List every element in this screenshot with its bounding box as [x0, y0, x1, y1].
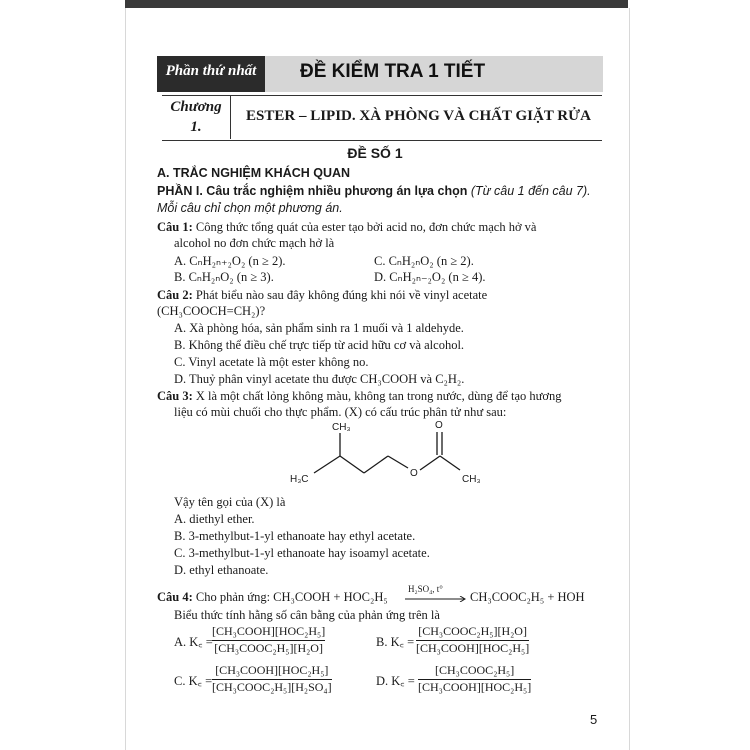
q4-text1: Cho phản ứng: CH₃COOH + HOC₂H₅ — [195, 590, 388, 604]
section-a-heading: A. TRẮC NGHIỆM KHÁCH QUAN — [157, 166, 351, 180]
q3-option-d: D. ethyl ethanoate. — [174, 563, 269, 577]
q3-option-a: A. diethyl ether. — [174, 512, 255, 526]
q2-line1 — [157, 288, 487, 303]
q3-label: Câu 3: — [157, 389, 193, 403]
top-edge-bar — [125, 0, 628, 8]
bond-4 — [388, 456, 408, 468]
bond-1 — [314, 456, 340, 473]
chapter-title: ESTER – LIPID. XÀ PHÒNG VÀ CHẤT GIẶT RỬA — [246, 108, 591, 124]
q1-text1: Công thức tổng quát của ester tạo bởi acid no, đơn chức mạch hở và — [195, 220, 537, 234]
q4-b-denominator: [CH₃COOH][HOC₂H₅] — [416, 641, 530, 655]
q3-option-b: B. 3-methylbut-1-yl ethanoate hay ethyl acetate. — [174, 529, 416, 543]
q4-line1 — [157, 590, 388, 605]
q4-text1b: CH₃COOC₂H₅ + HOH — [470, 590, 585, 604]
q4-c-denominator: [CH₃COOC₂H₅][H₂SO₄] — [212, 680, 332, 694]
q4-b-numerator: [CH₃COOC₂H₅][H₂O] — [416, 624, 529, 641]
chapter-label-line1: Chương — [170, 99, 222, 115]
q4-a-numerator: [CH₃COOH][HOC₂H₅] — [212, 624, 325, 641]
q4-option-d-fraction — [418, 663, 531, 695]
q3-option-c: C. 3-methylbut-1-yl ethanoate hay isoamyl acetate. — [174, 546, 430, 560]
q4-option-b-prefix: B. K꜀ = — [376, 635, 415, 649]
banner-title: ĐỀ KIỂM TRA 1 TIẾT — [300, 61, 486, 82]
chapter-label — [162, 97, 230, 137]
q1-label: Câu 1: — [157, 220, 193, 234]
bond-2 — [340, 456, 364, 473]
q4-option-a-fraction — [212, 624, 325, 656]
q1-option-d: D. CₙH₂ₙ₋₂O₂ (n ≥ 4). — [374, 270, 486, 284]
q3-text1: X là một chất lỏng không màu, không tan trong nước, dùng để tạo hương — [195, 389, 562, 403]
part1-heading — [157, 183, 607, 217]
bond-5 — [420, 456, 440, 470]
part1-note: Mỗi câu chỉ chọn một phương án. — [157, 201, 343, 215]
bond-3 — [364, 456, 388, 473]
q3-text2: liệu có mùi chuối cho thực phẩm. (X) có cấu trúc phân tử như sau: — [174, 405, 507, 419]
q2-option-b: B. Không thể điều chế trực tiếp từ acid hữu cơ và alcohol. — [174, 338, 465, 352]
q2-option-a: A. Xà phòng hóa, sản phẩm sinh ra 1 muối và 1 aldehyde. — [174, 321, 464, 335]
q4-option-a-prefix: A. K꜀ = — [174, 635, 213, 649]
q2-text1: Phát biểu nào sau đây không đúng khi nói về vinyl acetate — [195, 288, 488, 302]
q1-option-b: B. CₙH₂ₙO₂ (n ≥ 3). — [174, 270, 274, 284]
q1-option-a: A. CₙH₂ₙ₊₂O₂ (n ≥ 2). — [174, 254, 286, 268]
q4-label: Câu 4: — [157, 590, 193, 604]
q4-c-numerator: [CH₃COOH][HOC₂H₅] — [212, 663, 332, 680]
q2-option-d: D. Thuỷ phân vinyl acetate thu được CH₃COOH và C₂H₂. — [174, 372, 465, 386]
chapter-label-line2: 1. — [190, 119, 202, 135]
q4-condition: H₂SO₄, t° — [408, 584, 443, 594]
exam-title: ĐỀ SỐ 1 — [347, 145, 403, 161]
isoamyl-acetate-structure — [280, 418, 510, 493]
label-o-carbonyl: O — [435, 420, 443, 431]
q4-a-denominator: [CH₃COOC₂H₅][H₂O] — [214, 641, 323, 655]
label-o-ester: O — [410, 468, 418, 479]
q1-text2: alcohol no đơn chức mạch hở là — [174, 236, 335, 250]
q2-option-c: C. Vinyl acetate là một ester không no. — [174, 355, 369, 369]
part1-range: (Từ câu 1 đến câu 7). — [470, 184, 591, 198]
q4-option-b-fraction — [416, 624, 529, 656]
q4-d-denominator: [CH₃COOH][HOC₂H₅] — [418, 680, 532, 694]
banner-tag-text: Phần thứ nhất — [165, 63, 257, 79]
part1-label: PHẦN I. Câu trắc nghiệm nhiều phương án lựa chọn — [157, 184, 468, 198]
q3-ask: Vậy tên gọi của (X) là — [174, 495, 286, 509]
q2-label: Câu 2: — [157, 288, 193, 302]
q3-line1 — [157, 389, 562, 404]
equilibrium-arrow — [405, 596, 467, 602]
label-ch3-top: CH₃ — [332, 422, 351, 433]
label-h3c: H₃C — [290, 474, 309, 485]
q4-option-c-fraction — [212, 663, 332, 695]
q4-option-c-prefix: C. K꜀ = — [174, 674, 213, 688]
q4-text2: Biểu thức tính hằng số cân bằng của phản ứng trên là — [174, 608, 440, 622]
q4-option-d-prefix: D. K꜀ = — [376, 674, 415, 688]
label-ch3-right: CH₃ — [462, 474, 481, 485]
q2-text2: (CH₃COOCH=CH₂)? — [157, 304, 266, 318]
q1-line1 — [157, 220, 536, 235]
q4-d-numerator: [CH₃COOC₂H₅] — [418, 663, 531, 680]
bond-6 — [440, 456, 460, 470]
q1-option-c: C. CₙH₂ₙO₂ (n ≥ 2). — [374, 254, 474, 268]
page-number: 5 — [590, 712, 598, 727]
